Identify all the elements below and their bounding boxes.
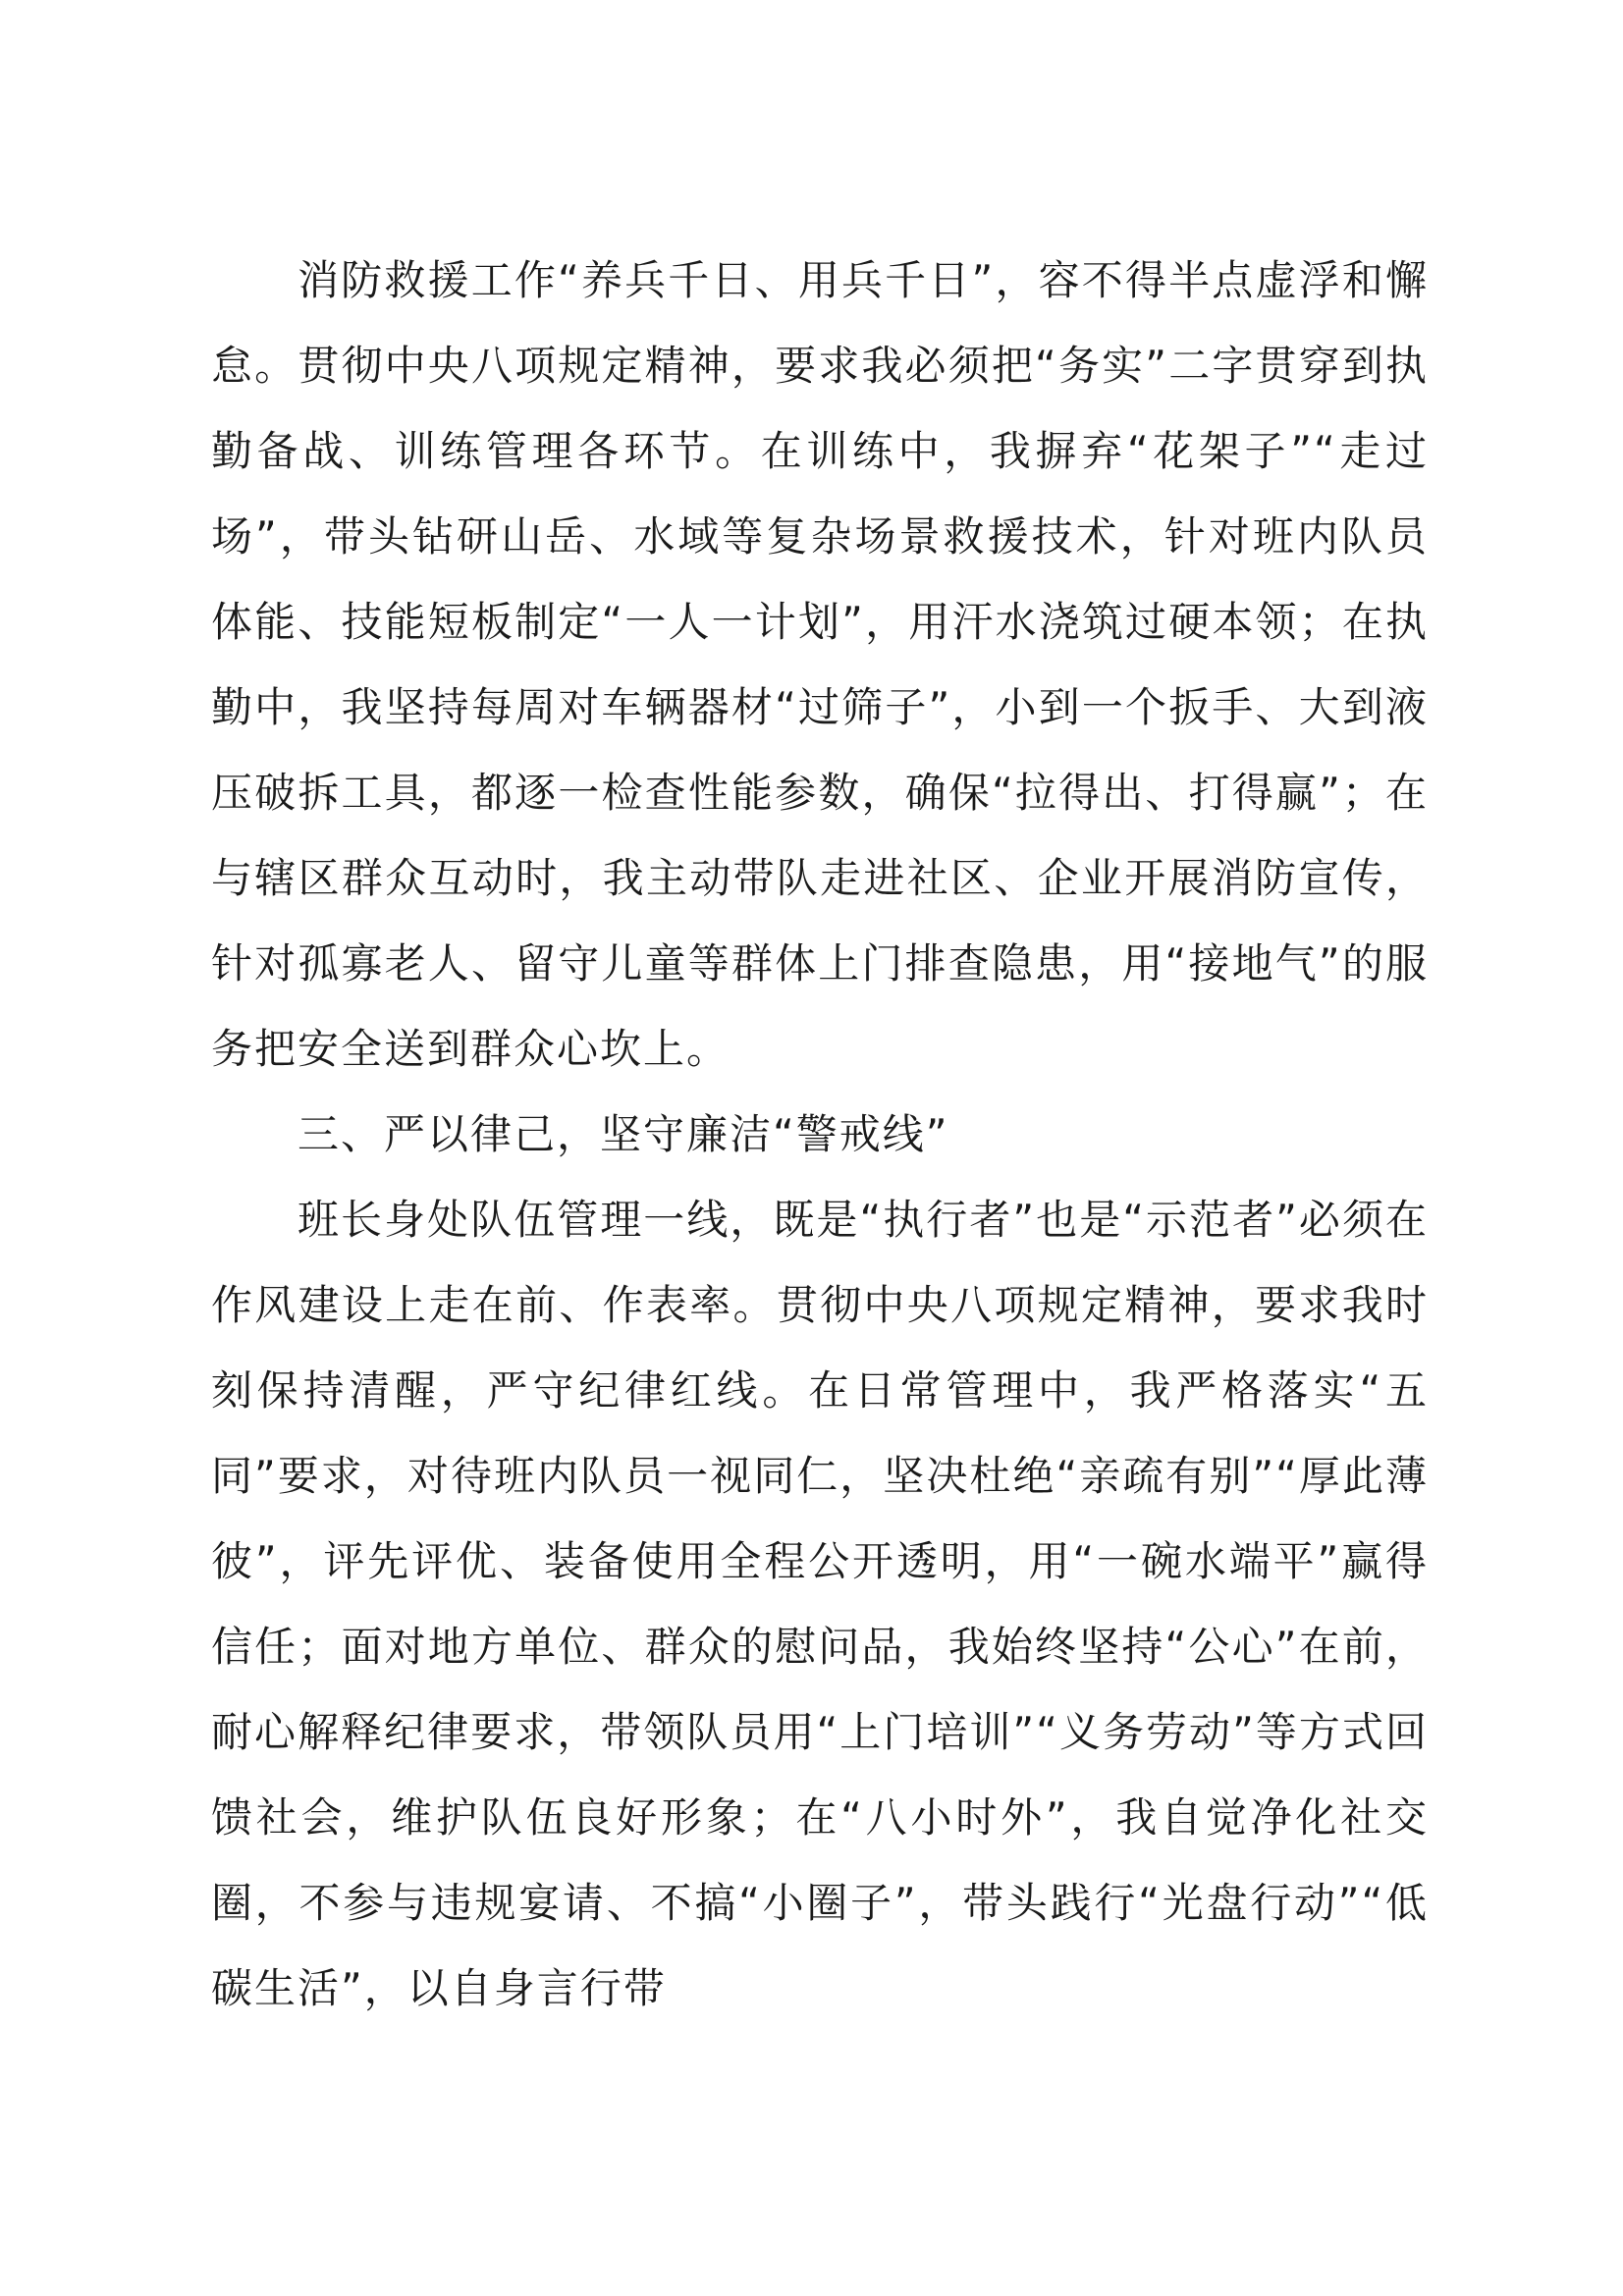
section-heading-3: 三、严以律己，坚守廉洁“警戒线” <box>298 1110 949 1158</box>
body-paragraph-1: 消防救援工作“养兵千日、用兵千日”，容不得半点虚浮和懈怠。贯彻中央八项规定精神，要求我必须把“务实”二字贯穿到执勤备战、训练管理各环节。在训练中，我摒弃“花架子”“走过场”，带头钻研山岳、水域等复杂场景救援技术，针对班内队员体能、技能短板制定“一人一计划”，用汗水浇筑过硬本领；在执勤中，我坚持每周对车辆器材“过筛子”，小到一个扳手、大到液压破拆工具，都逐一检查性能参数，确保“拉得出、打得赢”；在与辖区群众互动时，我主动带队走进社区、企业开展消防宣传，针对孤寡老人、留守儿童等群体上门排查隐患，用“接地气”的服务把安全送到群众心坎上。 <box>211 256 1429 1073</box>
body-paragraph-2: 班长身处队伍管理一线，既是“执行者”也是“示范者”必须在作风建设上走在前、作表率。贯彻中央八项规定精神，要求我时刻保持清醒，严守纪律红线。在日常管理中，我严格落实“五同”要求，对待班内队员一视同仁，坚决杜绝“亲疏有别”“厚此薄彼”，评先评优、装备使用全程公开透明，用“一碗水端平”赢得信任；面对地方单位、群众的慰问品，我始终坚持“公心”在前，耐心解释纪律要求，带领队员用“上门培训”“义务劳动”等方式回馈社会，维护队伍良好形象；在“八小时外”，我自觉净化社交圈，不参与违规宴请、不搞“小圈子”，带头践行“光盘行动”“低碳生活”，以自身言行带 <box>211 1196 1429 2012</box>
document-page <box>211 238 1429 2031</box>
